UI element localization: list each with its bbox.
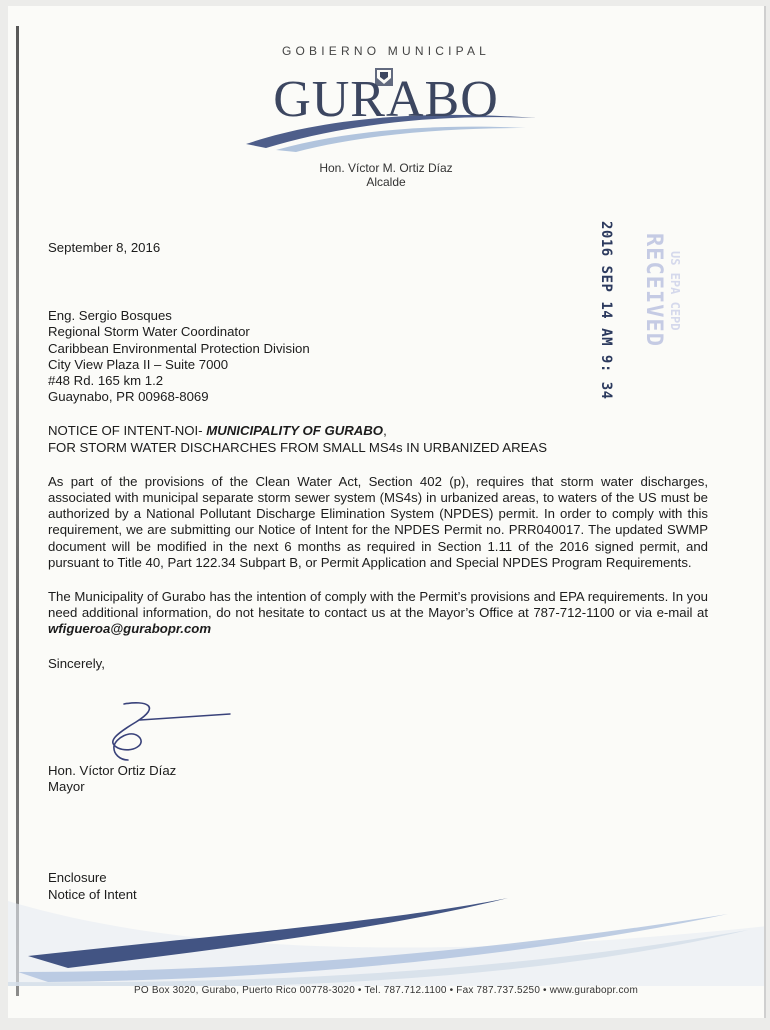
subject-line-2: FOR STORM WATER DISCHARCHES FROM SMALL MS4s IN URBANIZED AREAS <box>48 439 547 455</box>
address-line: Regional Storm Water Coordinator <box>48 324 250 340</box>
logo-wordmark: GURABO <box>273 71 499 128</box>
stamp-date: 2016 SEP 14 AM 9: 34 <box>598 221 614 400</box>
stamp-received: RECEIVED <box>641 233 666 347</box>
footer-contact: PO Box 3020, Gurabo, Puerto Rico 00778-3020 • Tel. 787.712.1100 • Fax 787.737.5250 • www.gurabopr.com <box>134 985 638 996</box>
subject-line <box>48 423 708 455</box>
enclosure-label: Enclosure <box>48 870 107 885</box>
mayor-name: Hon. Víctor M. Ortiz Díaz <box>319 161 453 175</box>
signer-block <box>48 763 176 795</box>
closing: Sincerely, <box>48 655 105 671</box>
paragraph-2-text: The Municipality of Gurabo has the intention of comply with the Permit’s provisions and EPA requirements. In you need additional information, do not hesitate to contact us at the Mayor’s Office at 787-712-1100 or via e-mail at <box>48 589 708 621</box>
letter-date: September 8, 2016 <box>48 240 161 255</box>
footer-swoosh-icon <box>8 886 764 986</box>
paragraph-2 <box>48 589 708 638</box>
signer-name: Hon. Víctor Ortiz Díaz <box>48 763 177 778</box>
email-link[interactable]: wfigueroa@gurabopr.com <box>48 621 212 637</box>
recipient-address <box>48 308 708 405</box>
mayor-header <box>8 161 764 189</box>
signer-title: Mayor <box>48 779 85 794</box>
address-line: Guaynabo, PR 00968-8069 <box>48 389 209 405</box>
signature-icon <box>66 696 236 766</box>
letterhead <box>8 44 764 152</box>
address-line: Caribbean Environmental Protection Division <box>48 340 310 356</box>
letter-page <box>8 6 766 1018</box>
enclosure-item: Notice of Intent <box>48 887 137 902</box>
stamp-agency: US EPA CEPD <box>668 251 682 331</box>
subject-comma: , <box>383 423 387 439</box>
subject-municipality: MUNICIPALITY OF GURABO <box>206 423 384 439</box>
subject-prefix: NOTICE OF INTENT-NOI- <box>48 423 207 439</box>
address-line: Eng. Sergio Bosques <box>48 308 172 324</box>
paragraph-1: As part of the provisions of the Clean Water Act, Section 402 (p), requires that storm water discharges, associated with municipal separate storm sewer system (MS4s) in urbanized areas, to waters of the US must be authorized by a National Pollutant Discharge Elimination System (NPDES) permit. In order to comply with this requirement, we are submitting our Notice of Intent for the NPDES Permit no. PRR040017. The updated SWMP document will be modified in the next 6 months as required in Section 1.11 of the 2016 signed permit, and pursuant to Title 40, Part 122.34 Subpart B, or Permit Application and Special NPDES Program Requirements. <box>48 473 708 570</box>
municipal-logo <box>236 62 536 152</box>
government-heading: GOBIERNO MUNICIPAL <box>281 44 491 58</box>
mayor-title: Alcalde <box>366 175 406 189</box>
letter-body <box>48 240 708 672</box>
address-line: City View Plaza II – Suite 7000 <box>48 356 229 372</box>
address-line: #48 Rd. 165 km 1.2 <box>48 373 164 389</box>
